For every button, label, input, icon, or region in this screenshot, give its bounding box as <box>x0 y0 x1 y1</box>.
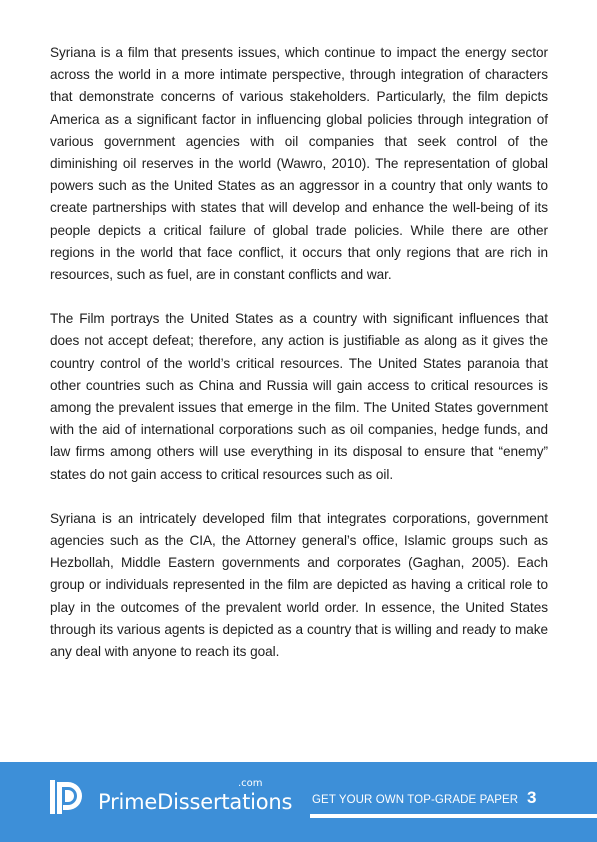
brand-name: PrimeDissertations <box>98 790 293 814</box>
cta-underline <box>310 814 597 818</box>
brand-logo[interactable] <box>48 776 293 816</box>
brand-suffix: .com <box>238 778 263 789</box>
cta-link[interactable]: GET YOUR OWN TOP-GRADE PAPER <box>312 794 519 806</box>
pd-monogram-icon <box>48 778 88 818</box>
page-number: 3 <box>527 788 537 807</box>
paragraph-2: The Film portrays the United States as a country with significant influences that does not accept defeat; therefore, any action is justifiable as along as it gives the country control of the world’s critical resources. The United States paranoia that other countries such as China and Russia will gain access to critical resources is among the prevalent issues that emerge in the film. The United States government with the aid of international corporations such as oil companies, hedge funds, and law firms among others will use everything in its disposal to ensure that “enemy” states do not gain access to critical resources such as oil. <box>50 311 548 482</box>
paragraph-3: Syriana is an intricately developed film that integrates corporations, government agencies such as the CIA, the Attorney general’s office, Islamic groups such as Hezbollah, Middle Eastern governments and corporates (Gaghan, 2005). Each group or individuals represented in the film are depicted as having a critical role to play in the outcomes of the prevalent world order. In essence, the United States through its various agents is depicted as a country that is willing and ready to make any deal with anyone to reach its goal. <box>50 510 548 660</box>
page-footer <box>0 762 597 842</box>
paragraph-1: Syriana is a film that presents issues, which continue to impact the energy sector across the world in a more intimate perspective, through integration of characters that demonstrate concerns of various stakeholders. Particularly, the film depicts America as a significant factor in influencing global policies through integration of various government agencies with oil companies that seek control of the diminishing oil reserves in the world (Wawro, 2010). The representation of global powers such as the United States as an aggressor in a country that only wants to create partnerships with states that will develop and enhance the well-being of its people depicts a critical failure of global trade policies. While there are other regions in the world that face conflict, it occurs that only regions that are rich in resources, such as fuel, are in constant conflicts and war. <box>50 45 548 283</box>
document-body <box>50 42 548 685</box>
